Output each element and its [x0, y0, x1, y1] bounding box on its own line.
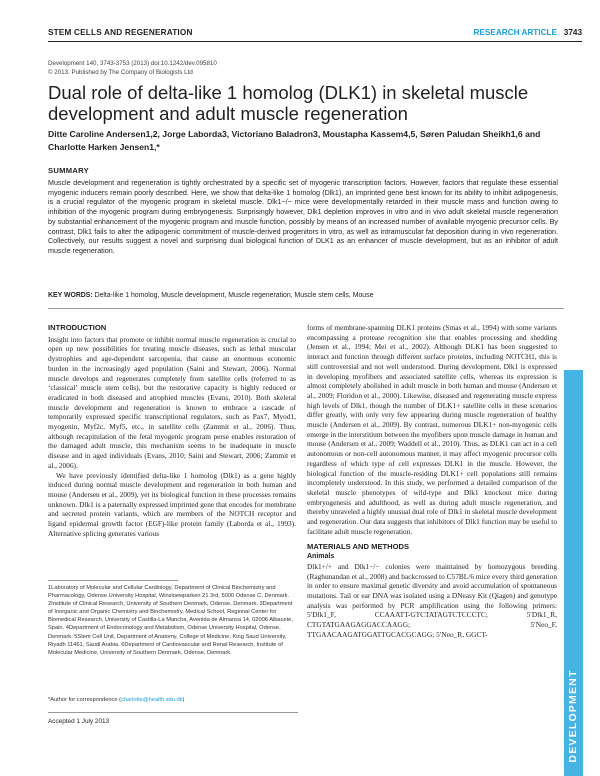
methods-text: Dlk1+/+ and Dlk1−/− colonies were maintained by homozygous breeding (Raghunandan et al., 2008) and backcrossed to C57BL/6 mice every third generation in order to ensure maximal genetic diversity and avoid accumulation of spontaneous mutations. Tail or ear DNA was isolated using a DNeasy Kit (Qiagen) and genotype analysis was performed by PCR amplification using the following primers: 5′Dlk1_F, CCAAATT-GTCTATAGTCTCCCTC; 5′Dlk1_R, CTGTATGAAGAGGACCAAGG; 5′Neo_F, TTGAACAAGATGGATTGCACGCAGG; 5′Neo_R, GGCT- — [307, 561, 557, 639]
footnote-divider — [48, 580, 178, 581]
methods-heading: MATERIALS AND METHODS — [307, 542, 410, 552]
page-number: 3743 — [563, 28, 582, 37]
summary-section — [48, 166, 558, 257]
keywords-text: Delta-like 1 homolog, Muscle development, Muscle regeneration, Muscle stem cells, Mouse — [94, 292, 374, 299]
article-title: Dual role of delta-like 1 homolog (DLK1) in skeletal muscle development and adult muscle regeneration — [48, 82, 529, 124]
keywords-divider — [48, 308, 564, 309]
journal-sidebar — [564, 370, 583, 776]
correspondence — [48, 697, 184, 703]
summary-heading: SUMMARY — [48, 166, 90, 175]
intro-paragraph-1: Insight into factors that promote or inhibit normal muscle regeneration is crucial to open up new possibilities for treating muscle diseases, such as lethal muscular dystrophies and age-dependent sarcopenia, that cause an enormous economic burden in the increasingly aged population (Saini and Stewart, 2006). Normal muscle develops and regenerates completely from satellite cells (referred to as ‘classical’ muscle stem cells), but the restorative capacity is highly reduced or eradicated in both diseased and atrophied muscles (Evans, 2010). Both skeletal muscle development and regeneration is known to embrace a cascade of temporarily expressed specific transcriptional regulators, such as Pax7, Myod1, myogenin, Myf2c, Myf5, etc., in satellite cells (Zammit et al., 2006). Thus, although recapitulation of the fetal myogenic program perse enables restoration of the damaged adult muscle, this mechanism seems to be inadequate in muscle disease and in aged individuals (Evans, 2010; Saini and Stewart, 2006; Zammit et al., 2006). — [48, 334, 296, 470]
keywords — [48, 292, 558, 299]
accepted-divider — [48, 712, 298, 713]
correspondence-email[interactable]: charlotte@health.sdu.dk — [121, 697, 183, 703]
accepted-date: Accepted 1 July 2013 — [48, 718, 110, 725]
citation-block — [48, 60, 217, 77]
section-label: STEM CELLS AND REGENERATION — [48, 28, 193, 37]
copyright: © 2013. Published by The Company of Biologists Ltd — [48, 68, 193, 76]
article-type: RESEARCH ARTICLE — [473, 28, 557, 37]
animals-subheading: Animals — [307, 553, 335, 561]
affiliations: 1Laboratory of Molecular and Cellular Cardiology, Department of Clinical Biochemistry and Pharmacology, Odense University Hospital, Winsloewparken 21 3rd, 5000 Odense C, Denmark. 2Institute of Clinical Research, University of Southern Denmark, Odense, Denmark. 3Department of Inorganic and Organic Chemistry and Biochemistry, Medical School, Regional Center for Biomedical Research, University of Castilla-La Mancha, Avenida de Almansa 14, 02006 Albacete, Spain. 4Department of Endocrinology and Metabolism, Odense University Hospital, Odense, Denmark. 5Stem Cell Unit, Department of Anatomy, College of Medicine, King Saud University, Riyadh 11461, Saudi Arabia. 6Department of Cardiovascular and Renal Research, Institute of Molecular Medicine, University of Southern Denmark, Odense, Denmark. — [48, 585, 293, 656]
citation: Development 140, 3743-3753 (2013) doi:10.1242/dev.095810 — [48, 60, 217, 67]
article-type-and-page — [474, 28, 582, 37]
intro-paragraph-2: We have previously identified delta-like 1 homolog (Dlk1) as a gene highly induced during normal muscle development and regeneration in both human and mouse (Andersen et al., 2009), yet its biological function in these processes remains unknown. Dlk1 is a paternally expressed imprinted gene that encodes for membrane and secreted protein variants, which are members of the NOTCH receptor and ligand epidermal growth factor (EGF)-like protein family (Laborda et al., 1993). Alternative splicing generates various — [48, 470, 296, 538]
header-divider — [48, 41, 582, 42]
author-list: Ditte Caroline Andersen1,2, Jorge Laborda3, Victoriano Baladron3, Moustapha Kassem4,5, Søren Paludan Sheikh1,6 and Charlotte Harken Jensen1,* — [48, 129, 541, 152]
summary-text: Muscle development and regeneration is tightly orchestrated by a specific set of myogenic transcription factors. However, factors that regulate these essential myogenic inducers remain poorly described. Here, we show that delta-like 1 homolog (Dlk1), an imprinted gene best known for its ability to inhibit adipogenesis, is a crucial regulator of the myogenic program in skeletal muscle. Dlk1−/− mice were developmentally retarded in their muscle mass and function owing to inhibition of the myogenic program during embryogenesis. Surprisingly however, Dlk1 depletion improves in vitro and in vivo adult skeletal muscle regeneration by substantial enhancement of the myogenic program and muscle function, possibly by means of an increased number of available myogenic precursor cells. By contrast, Dlk1 fails to alter the adipogenic commitment of muscle-derived progenitors in vitro, as well as intramuscular fat deposition during in vivo regeneration. Collectively, our results suggest a novel and surprising dual biological function of DLK1 as an enhancer of muscle development, but as an inhibitor of adult muscle regeneration. — [48, 178, 558, 255]
right-column — [307, 323, 557, 640]
right-paragraph-1: forms of membrane-spanning DLK1 proteins (Smas et al., 1994) with some variants encompassing a protease recognition site that enables processing and shedding (Jensen et al., 1994; Mei et al., 2002). Although DLK1 has been suggested to interact and function through different surface proteins, including NOTCH1, this is still controversial and not well understood. During development, Dlk1 is expressed in developing myofibers and associated satellite cells, whereas its expression is almost completely abolished in adult muscle in both human and mouse (Andersen et al., 2009; Floridon et al., 2000). Likewise, diseased and regenerating muscle express high levels of Dlk1, though the number of DLK1+ satellite cells in these scenarios differ greatly, with only very few appearing during muscle regeneration of healthy muscle (Andersen et al., 2009). By contrast, numerous DLK1+ non-myogenic cells emerge in the interstitium between the myofibers upon muscle damage in human and mouse (Andersen et al., 2009; Waddell et al., 2010). Thus, as DLK1 can act in a cell autonomous or non-cell autonomous manner, it may affect myogenic precursor cells regardless of which type of cell expresses DLK1 in the muscle. However, the biological function of the muscle-residing DLK1+ cell populations still remains incompletely understood. In this study, we performed a detailed comparison of the skeletal muscle phenotypes of wild-type and Dlk1 knockout mice during embryogenesis and adulthood, as well as during adult muscle regeneration, and thereby unraveled a highly unusual dual role of Dlk1 in skeletal muscle development and regeneration. Our data suggests that inhibitors of Dlk1 function may be useful to facilitate adult muscle regeneration. — [307, 323, 557, 536]
correspondence-suffix: ) — [182, 697, 185, 703]
sidebar-label: DEVELOPMENT — [567, 669, 579, 763]
introduction-heading: INTRODUCTION — [48, 323, 107, 332]
keywords-label: KEY WORDS: — [48, 292, 93, 299]
left-column — [48, 323, 296, 538]
correspondence-prefix: *Author for correspondence ( — [48, 697, 122, 703]
